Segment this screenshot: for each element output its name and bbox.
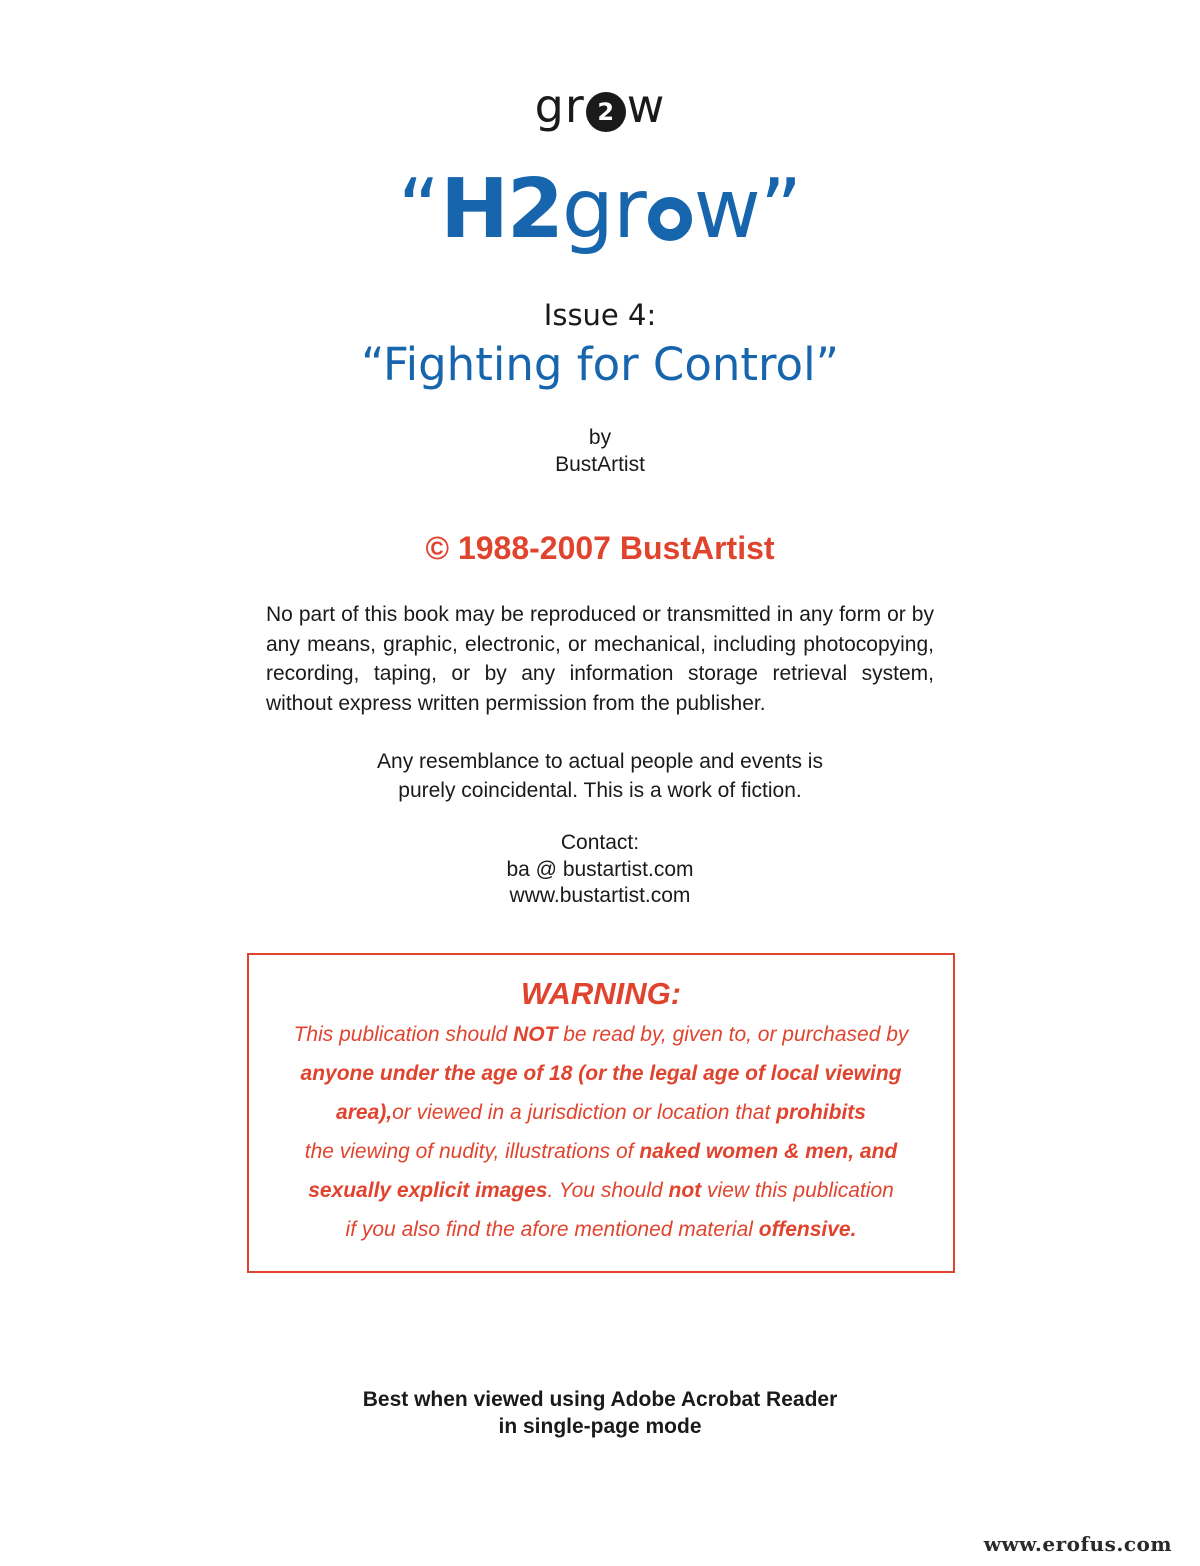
issue-number: Issue 4: [543, 298, 657, 332]
viewer-recommendation [0, 1386, 1200, 1440]
warning-text: This publication should [293, 1023, 514, 1046]
title-w: w [693, 162, 760, 257]
fiction-disclaimer [0, 747, 1200, 805]
viewer-line-2: in single-page mode [498, 1415, 702, 1438]
title-close-quote: ” [759, 162, 803, 257]
logo-text-w: w [626, 79, 666, 133]
byline-author: BustArtist [555, 453, 645, 476]
copyright-notice: © 1988-2007 BustArtist [425, 530, 775, 566]
contact-block [0, 830, 1200, 910]
title-h2: H2 [440, 162, 562, 257]
viewer-line-1: Best when viewed using Adobe Acrobat Reader [362, 1388, 838, 1411]
warning-emphasis: anyone under the age of 18 (or the legal age of local viewing [300, 1062, 902, 1085]
fiction-line-2: purely coincidental. This is a work of fiction. [398, 779, 802, 802]
contact-website: www.bustartist.com [509, 884, 691, 907]
contact-email: ba @ bustartist.com [506, 857, 694, 881]
warning-text: or viewed in a jurisdiction or location that [392, 1101, 777, 1124]
warning-emphasis: area), [336, 1101, 393, 1124]
byline-by: by [588, 426, 612, 449]
warning-line-5 [249, 1171, 953, 1210]
warning-emphasis: NOT [513, 1023, 558, 1046]
warning-line-1 [249, 1015, 953, 1054]
warning-line-4 [249, 1132, 953, 1171]
warning-text: the viewing of nudity, illustrations of [304, 1140, 640, 1163]
warning-emphasis: not [668, 1179, 702, 1202]
logo-circle-2: 2 [586, 92, 626, 132]
legal-notice: No part of this book may be reproduced or transmitted in any form or by any means, graphic, electronic, or mechanical, including photocopying, recording, taping, or by any information storage retrieval system, without express written permission from the publisher. [266, 603, 934, 715]
warning-line-2 [249, 1054, 953, 1093]
warning-title: WARNING: [520, 976, 682, 1011]
grow-logo [0, 76, 1200, 136]
fiction-line-1: Any resemblance to actual people and events is [377, 750, 823, 773]
title-open-quote: “ [397, 162, 441, 257]
warning-emphasis: prohibits [776, 1101, 866, 1124]
warning-text: view this publication [701, 1179, 894, 1202]
warning-text: be read by, given to, or purchased by [557, 1023, 909, 1046]
title-gr: gr [561, 162, 646, 257]
warning-line-6 [249, 1210, 953, 1249]
warning-line-3 [249, 1093, 953, 1132]
warning-box [247, 953, 955, 1273]
warning-emphasis: sexually explicit images [308, 1179, 548, 1202]
warning-emphasis: offensive. [758, 1218, 857, 1241]
logo-text-gr: gr [534, 79, 585, 133]
site-watermark: www.erofus.com [983, 1532, 1172, 1556]
title-o-ring [648, 197, 692, 241]
issue-subtitle: “Fighting for Control” [361, 338, 839, 391]
contact-label: Contact: [560, 831, 640, 854]
warning-text: . You should [547, 1179, 669, 1202]
warning-emphasis: naked women & men, and [639, 1140, 898, 1163]
warning-text: if you also find the afore mentioned material [345, 1218, 759, 1241]
book-title [0, 162, 1200, 258]
